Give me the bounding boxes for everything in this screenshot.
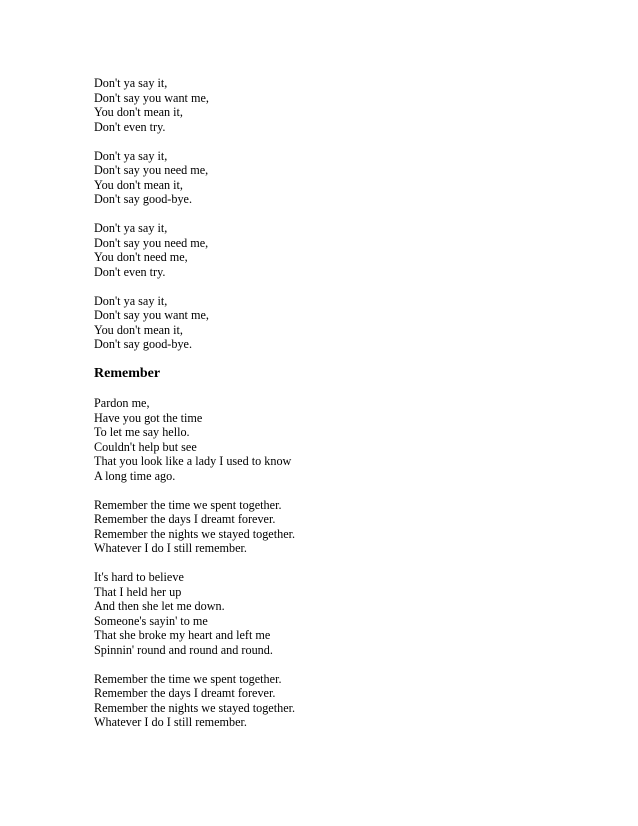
song-title: Remember <box>94 366 161 381</box>
lyric-line: Have you got the time <box>94 410 203 425</box>
lyric-line: Remember the days I dreamt forever. <box>94 512 276 526</box>
lyric-line: Don't even try. <box>94 264 166 279</box>
lyric-line: Someone's sayin' to me <box>94 613 208 628</box>
lyric-line: To let me say hello. <box>94 425 190 439</box>
lyric-line: Couldn't help but see <box>94 439 197 454</box>
stanza <box>94 570 594 657</box>
lyric-line: Don't say you want me, <box>94 90 209 105</box>
stanza <box>94 498 594 556</box>
lyric-line: Don't say good-bye. <box>94 192 192 206</box>
lyric-line: It's hard to believe <box>94 570 184 584</box>
lyrics-section-top <box>94 76 594 352</box>
lyric-line: That you look like a lady I used to know <box>94 454 292 468</box>
lyric-line: Don't ya say it, <box>94 76 168 90</box>
lyric-line: Don't ya say it, <box>94 148 168 163</box>
stanza <box>94 76 594 134</box>
stanza <box>94 221 594 279</box>
lyric-line: Don't ya say it, <box>94 293 168 308</box>
lyric-line: Don't say you need me, <box>94 163 209 177</box>
lyric-line: Remember the days I dreamt forever. <box>94 686 276 700</box>
lyric-line: A long time ago. <box>94 468 176 483</box>
lyric-line: Remember the time we spent together. <box>94 671 282 686</box>
lyric-line: Don't say you want me, <box>94 308 209 322</box>
lyric-line: Remember the nights we stayed together. <box>94 526 296 541</box>
lyric-line: You don't mean it, <box>94 105 183 119</box>
lyric-line: And then she let me down. <box>94 599 225 613</box>
lyric-line: Remember the nights we stayed together. <box>94 700 296 715</box>
lyric-line: That she broke my heart and left me <box>94 628 271 642</box>
lyric-line: Don't say good-bye. <box>94 337 192 351</box>
lyrics-page <box>94 76 594 744</box>
lyric-line: You don't need me, <box>94 250 188 264</box>
lyric-line: Spinnin' round and round and round. <box>94 642 273 657</box>
lyric-line: That I held her up <box>94 584 182 599</box>
lyrics-section-bottom <box>94 396 594 730</box>
stanza <box>94 294 594 352</box>
lyric-line: Pardon me, <box>94 396 150 410</box>
lyric-line: Whatever I do I still remember. <box>94 541 247 555</box>
stanza <box>94 672 594 730</box>
lyric-line: You don't mean it, <box>94 177 183 192</box>
lyric-line: Whatever I do I still remember. <box>94 715 247 729</box>
stanza <box>94 149 594 207</box>
lyric-line: Don't ya say it, <box>94 221 168 235</box>
lyric-line: Remember the time we spent together. <box>94 497 282 512</box>
stanza <box>94 396 594 483</box>
lyric-line: Don't even try. <box>94 119 166 134</box>
lyric-line: You don't mean it, <box>94 322 183 337</box>
lyric-line: Don't say you need me, <box>94 235 209 250</box>
